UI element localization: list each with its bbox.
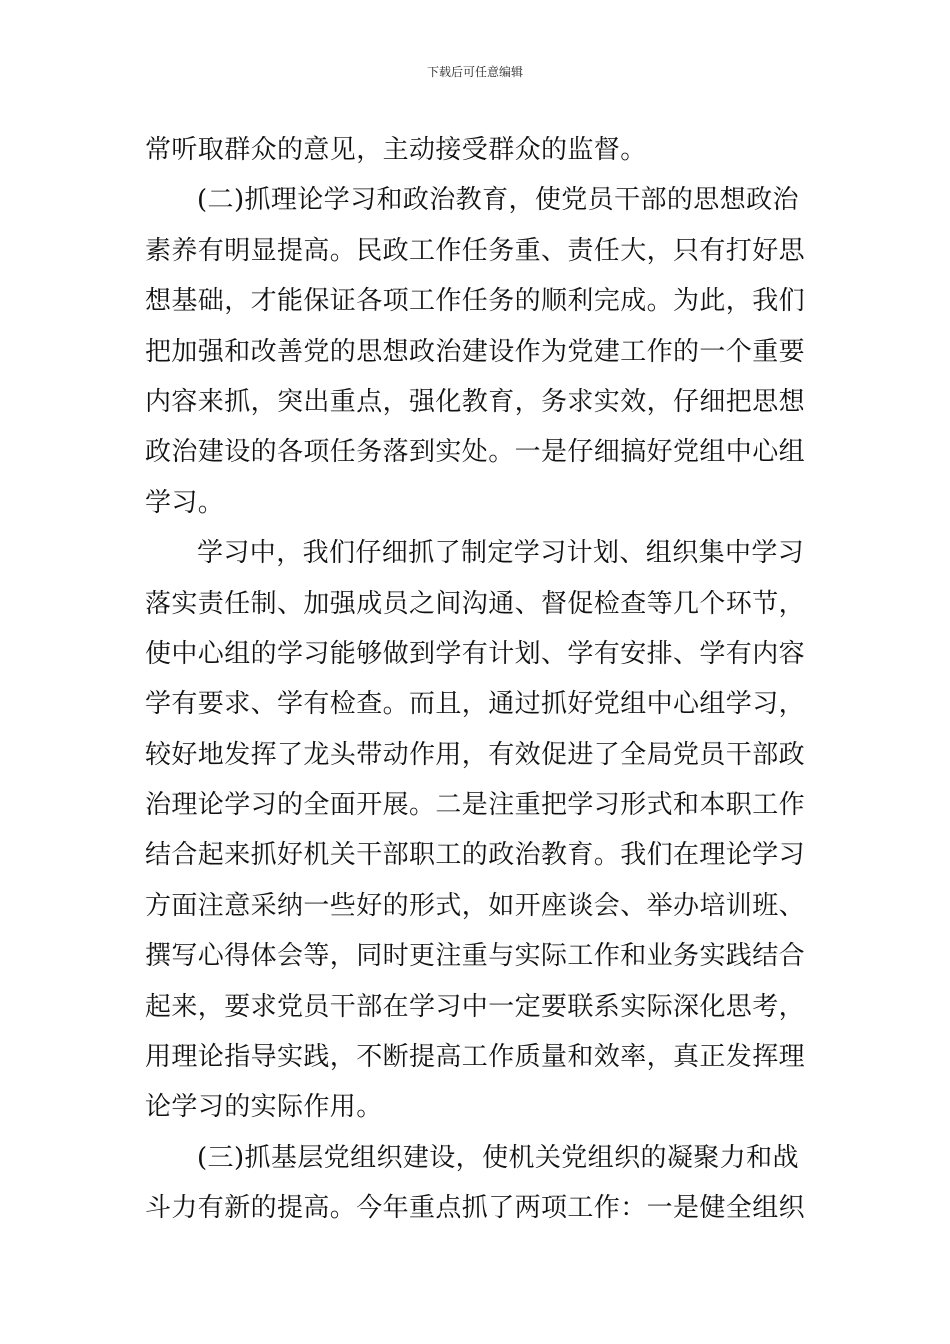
text-line: 学有要求、学有检查。而且，通过抓好党组中心组学习，	[145, 689, 806, 720]
text-line: 斗力有新的提高。今年重点抓了两项工作：一是健全组织	[145, 1193, 806, 1224]
text-line: 想基础，才能保证各项工作任务的顺利完成。为此，我们	[145, 286, 806, 317]
text-line: 内容来抓，突出重点，强化教育，务求实效，仔细把思想	[145, 386, 806, 417]
text-line: 常听取群众的意见，主动接受群众的监督。	[145, 135, 647, 165]
text-line: 论学习的实际作用。	[145, 1092, 383, 1123]
text-line: 结合起来抓好机关干部职工的政治教育。我们在理论学习	[145, 840, 806, 871]
document-body	[145, 125, 815, 1234]
text-line: 素养有明显提高。民政工作任务重、责任大，只有打好思	[145, 235, 806, 266]
text-line: 政治建设的各项任务落到实处。一是仔细搞好党组中心组	[145, 437, 806, 468]
text-line: 学习。	[145, 487, 225, 518]
text-line: 起来，要求党员干部在学习中一定要联系实际深化思考，	[145, 991, 806, 1022]
text-line: 撰写心得体会等，同时更注重与实际工作和业务实践结合	[145, 941, 806, 972]
text-line: 用理论指导实践，不断提高工作质量和效率，真正发挥理	[145, 1042, 806, 1073]
text-line: 把加强和改善党的思想政治建设作为党建工作的一个重要	[145, 336, 806, 367]
text-line: 使中心组的学习能够做到学有计划、学有安排、学有内容	[145, 638, 806, 669]
text-line: (三)抓基层党组织建设，使机关党组织的凝聚力和战	[197, 1142, 799, 1173]
text-line: (二)抓理论学习和政治教育，使党员干部的思想政治	[197, 185, 799, 216]
page-header: 下载后可任意编辑	[426, 65, 523, 79]
text-line: 较好地发挥了龙头带动作用，有效促进了全局党员干部政	[145, 739, 806, 770]
text-line: 落实责任制、加强成员之间沟通、督促检查等几个环节，	[145, 588, 806, 619]
text-line: 治理论学习的全面开展。二是注重把学习形式和本职工作	[145, 790, 806, 821]
text-line: 方面注意采纳一些好的形式，如开座谈会、举办培训班、	[145, 890, 806, 921]
text-line: 学习中，我们仔细抓了制定学习计划、组织集中学习	[197, 538, 805, 569]
